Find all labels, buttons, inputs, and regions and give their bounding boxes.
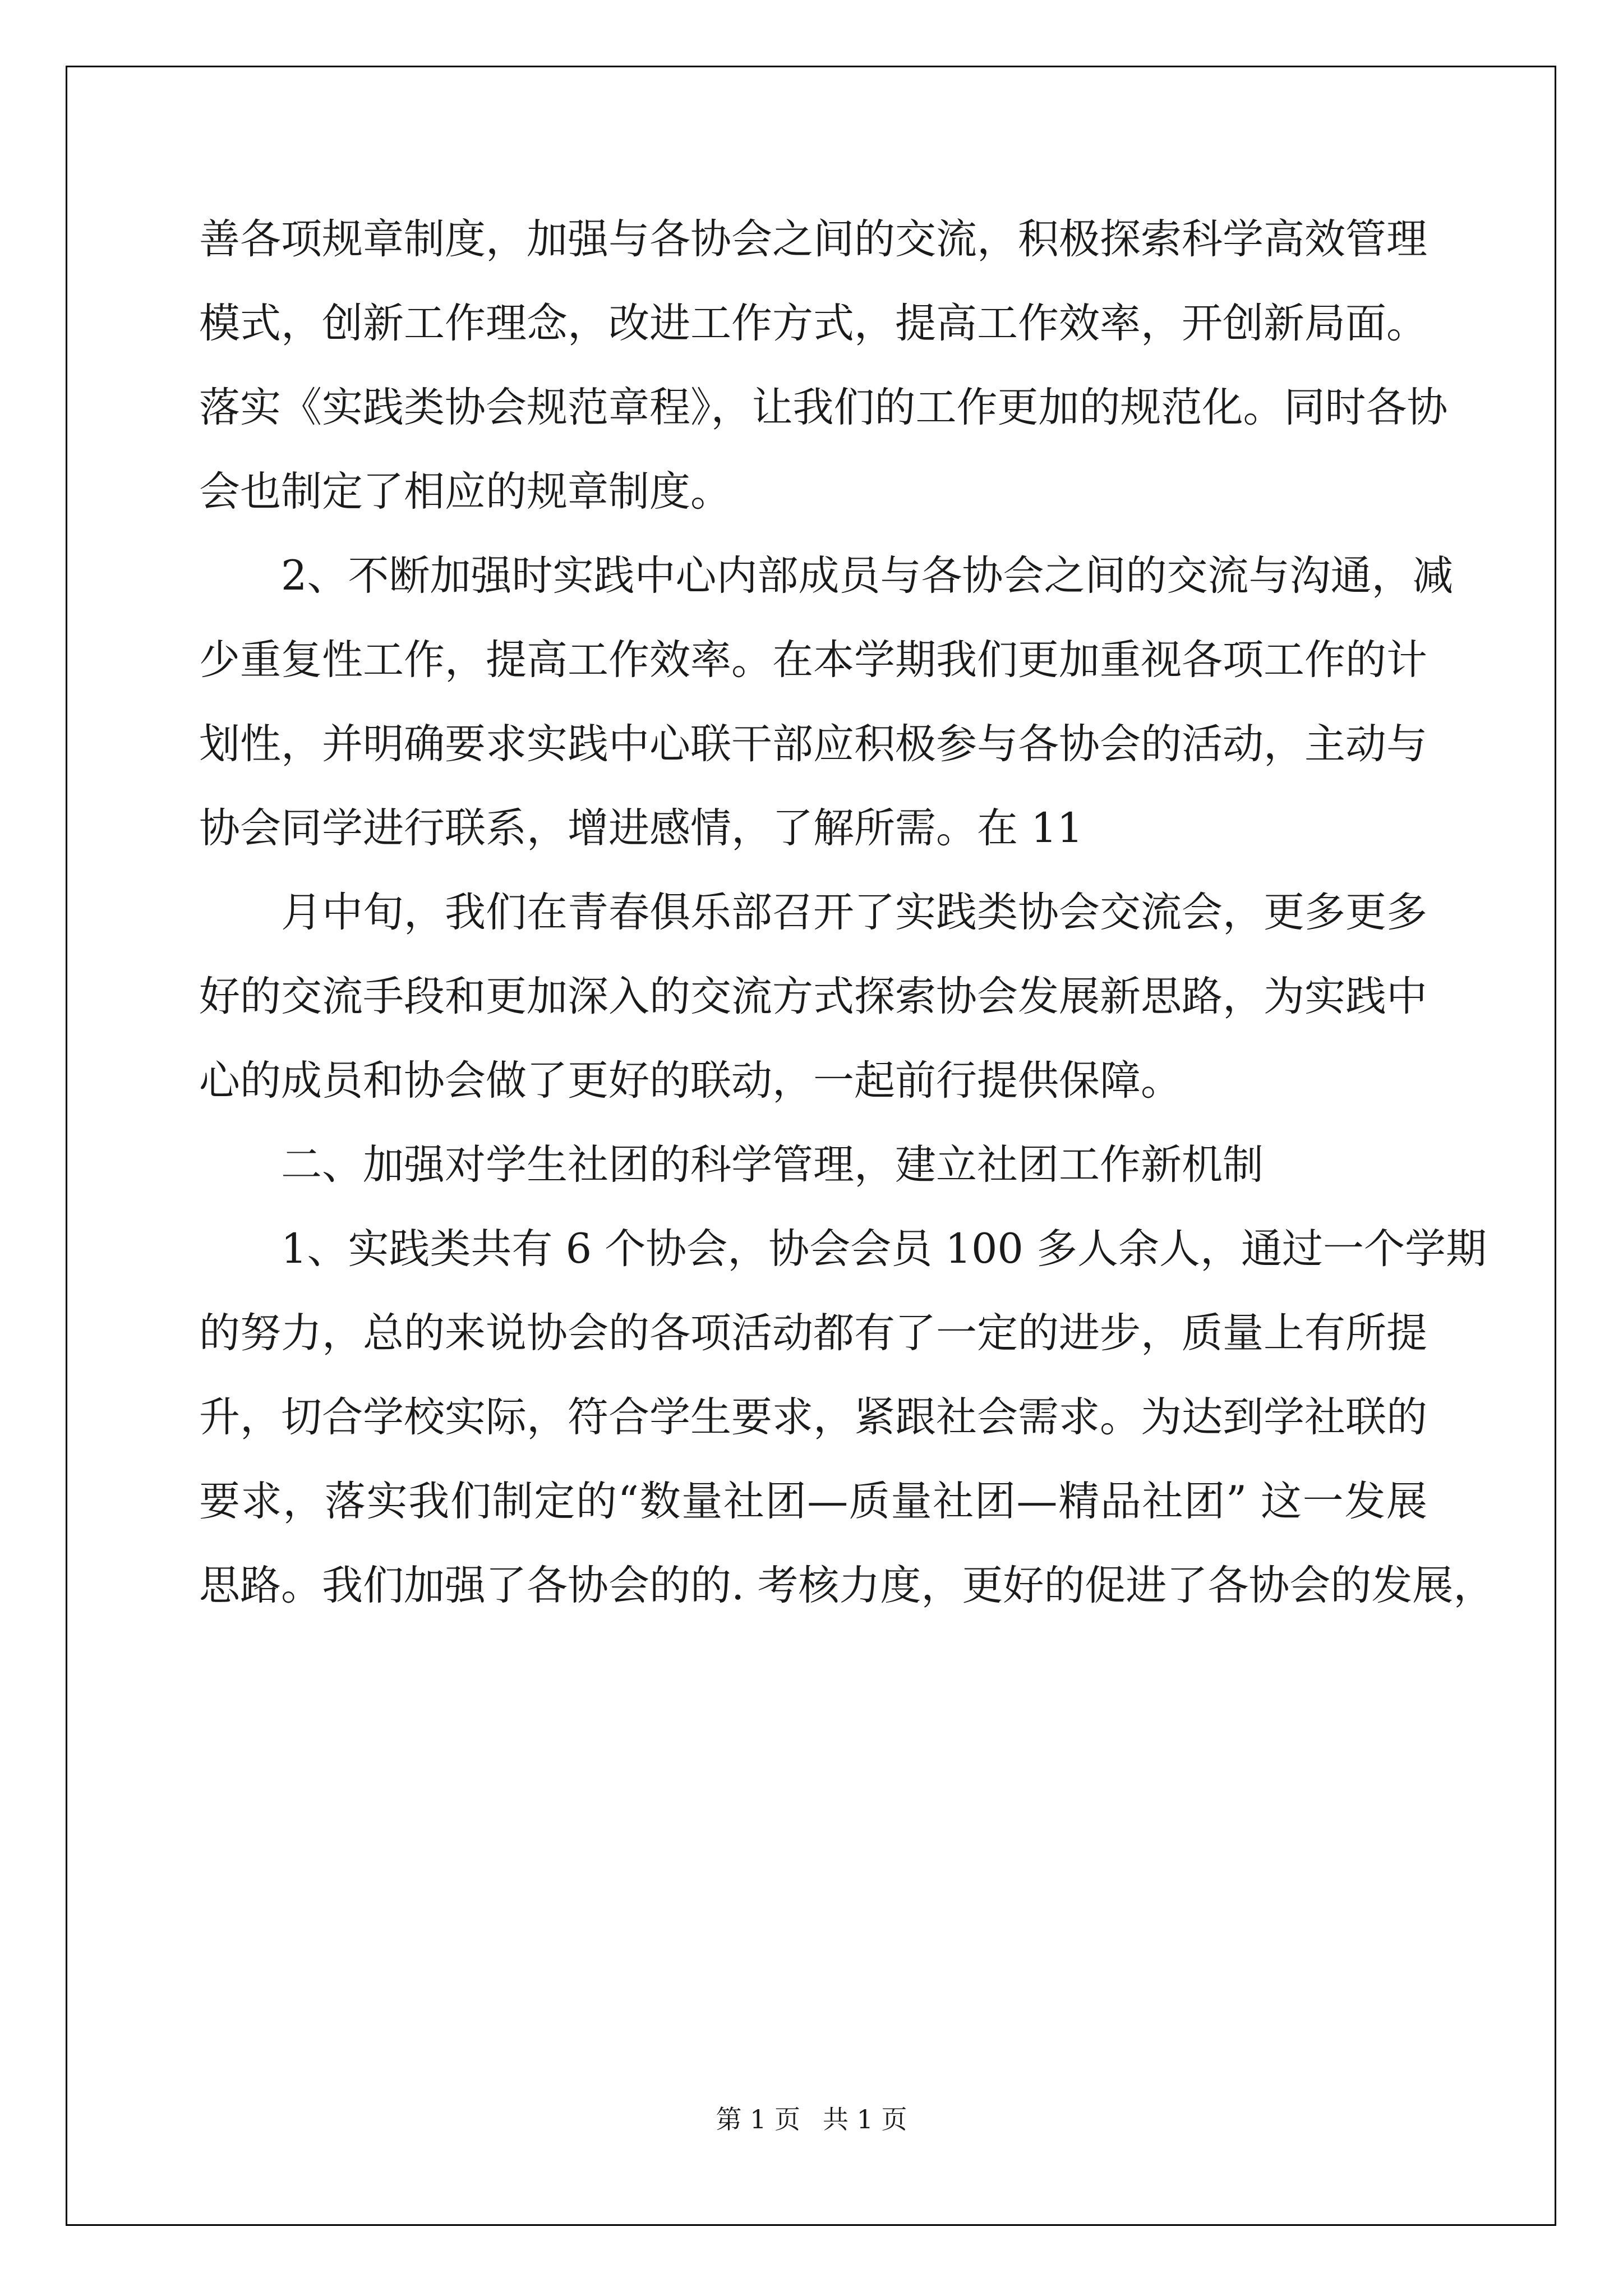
text-line: 好的交流手段和更加深入的交流方式探索协会发展新思路，为实践中 xyxy=(199,973,1427,1020)
text-line: 的努力，总的来说协会的各项活动都有了一定的进步，质量上有所提 xyxy=(199,1309,1427,1357)
text-line: 月中旬，我们在青春俱乐部召开了实践类协会交流会，更多更多 xyxy=(281,889,1427,936)
text-line: 思路。我们加强了各协会的的. 考核力度，更好的促进了各协会的发展， xyxy=(199,1562,1495,1609)
page-footer xyxy=(0,2099,1623,2136)
text-line: 模式，创新工作理念，改进工作方式，提高工作效率，开创新局面。 xyxy=(199,300,1427,347)
text-line: 要求，落实我们制定的“数量社团—质量社团—精品社团” 这一发展 xyxy=(199,1478,1427,1525)
text-line: 善各项规章制度，加强与各协会之间的交流，积极探索科学高效管理 xyxy=(199,215,1427,263)
text-line: 升，切合学校实际，符合学生要求，紧跟社会需求。为达到学社联的 xyxy=(199,1393,1427,1441)
text-line: 1、实践类共有 6 个协会，协会会员 100 多人余人，通过一个学期 xyxy=(281,1225,1487,1273)
text-line: 少重复性工作，提高工作效率。在本学期我们更加重视各项工作的计 xyxy=(199,636,1427,684)
text-line: 落实《实践类协会规范章程》，让我们的工作更加的规范化。同时各协 xyxy=(199,384,1448,431)
page-number: 第 1 页 xyxy=(716,2104,800,2134)
text-line: 协会同学进行联系，增进感情，了解所需。在 11 xyxy=(199,804,1083,852)
document-body xyxy=(199,197,1495,1628)
text-line: 划性，并明确要求实践中心联干部应积极参与各协会的活动，主动与 xyxy=(199,720,1427,768)
text-line: 二、加强对学生社团的科学管理，建立社团工作新机制 xyxy=(281,1141,1264,1189)
text-line: 心的成员和协会做了更好的联动，一起前行提供保障。 xyxy=(199,1057,1182,1105)
text-line: 2、不断加强时实践中心内部成员与各协会之间的交流与沟通，减 xyxy=(281,552,1454,600)
text-line: 会也制定了相应的规章制度。 xyxy=(199,468,731,516)
page-total: 共 1 页 xyxy=(823,2104,907,2134)
